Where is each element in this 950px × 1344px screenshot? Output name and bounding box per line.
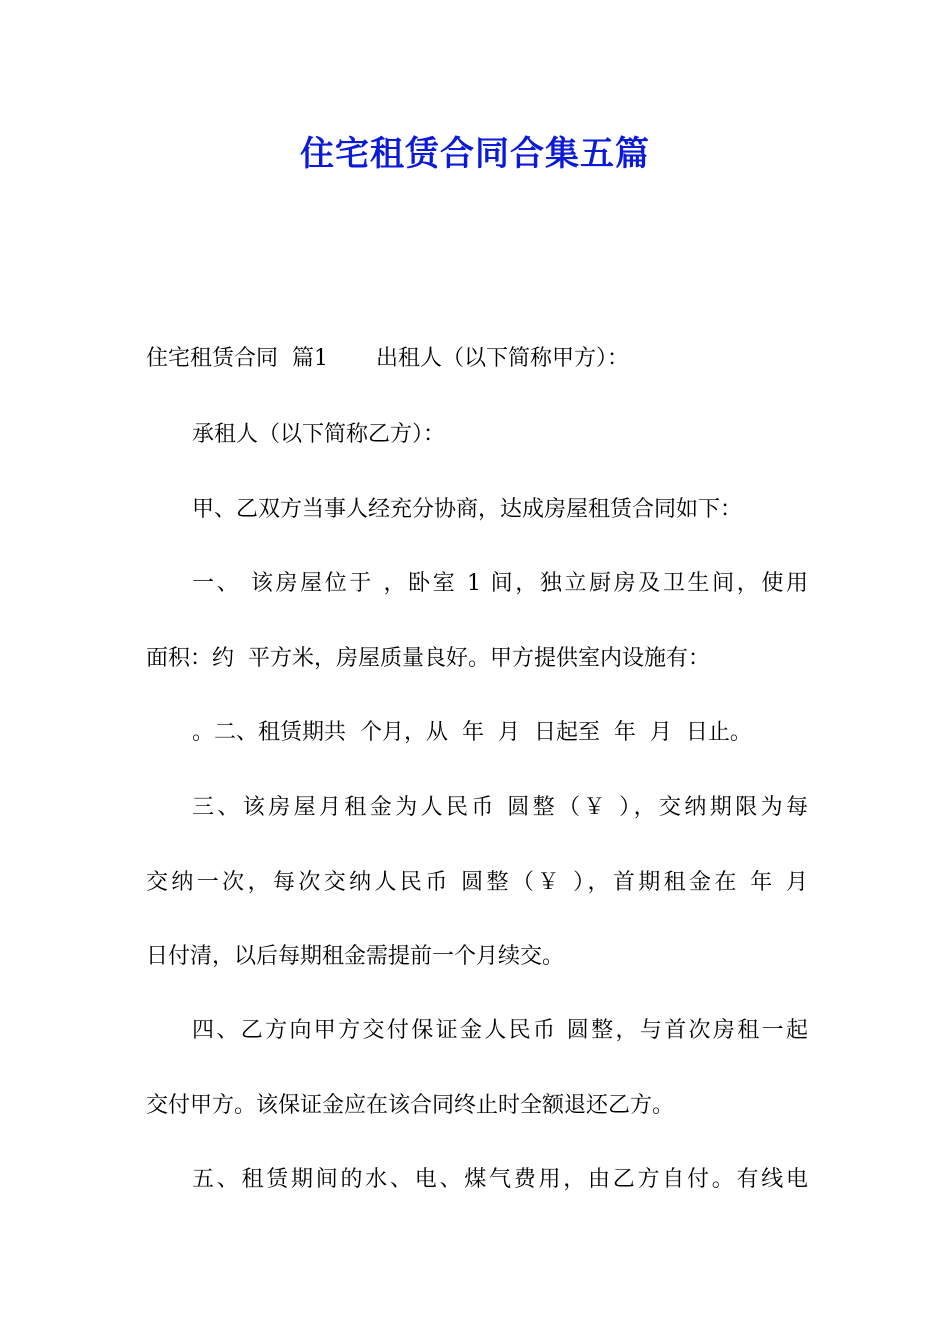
clause-1-line-2: 面积：约 平方米，房屋质量良好。甲方提供室内设施有： bbox=[146, 646, 710, 671]
section-heading-line bbox=[146, 344, 808, 374]
lessor-line: 出租人（以下简称甲方）： bbox=[375, 346, 629, 371]
clause-2: 。二、租赁期共 个月，从 年 月 日起至 年 月 日止。 bbox=[192, 720, 752, 745]
clause-4-line-2: 交付甲方。该保证金应在该合同终止时全额退还乙方。 bbox=[146, 1093, 675, 1118]
document-title: 住宅租赁合同合集五篇 bbox=[300, 134, 650, 174]
clause-1-line-1: 一、 该房屋位于 ，卧室 1 间，独立厨房及卫生间，使用 bbox=[192, 571, 808, 596]
clause-3-line-3: 日付清，以后每期租金需提前一个月续交。 bbox=[146, 944, 565, 969]
clause-3-line-2: 交纳一次，每次交纳人民币 圆整（￥ ），首期租金在 年 月 bbox=[146, 870, 808, 895]
lessee-line: 承租人（以下简称乙方）： bbox=[192, 422, 446, 447]
clause-5-line-1: 五、租赁期间的水、电、煤气费用，由乙方自付。有线电 bbox=[192, 1167, 808, 1192]
intro-paragraph: 甲、乙双方当事人经充分协商，达成房屋租赁合同如下： bbox=[192, 497, 743, 522]
section-heading: 住宅租赁合同 篇1 bbox=[146, 346, 328, 371]
clause-3-line-1: 三、该房屋月租金为人民币 圆整（￥ ），交纳期限为每 bbox=[192, 795, 808, 820]
clause-4-line-1: 四、乙方向甲方交付保证金人民币 圆整，与首次房租一起 bbox=[192, 1018, 808, 1043]
